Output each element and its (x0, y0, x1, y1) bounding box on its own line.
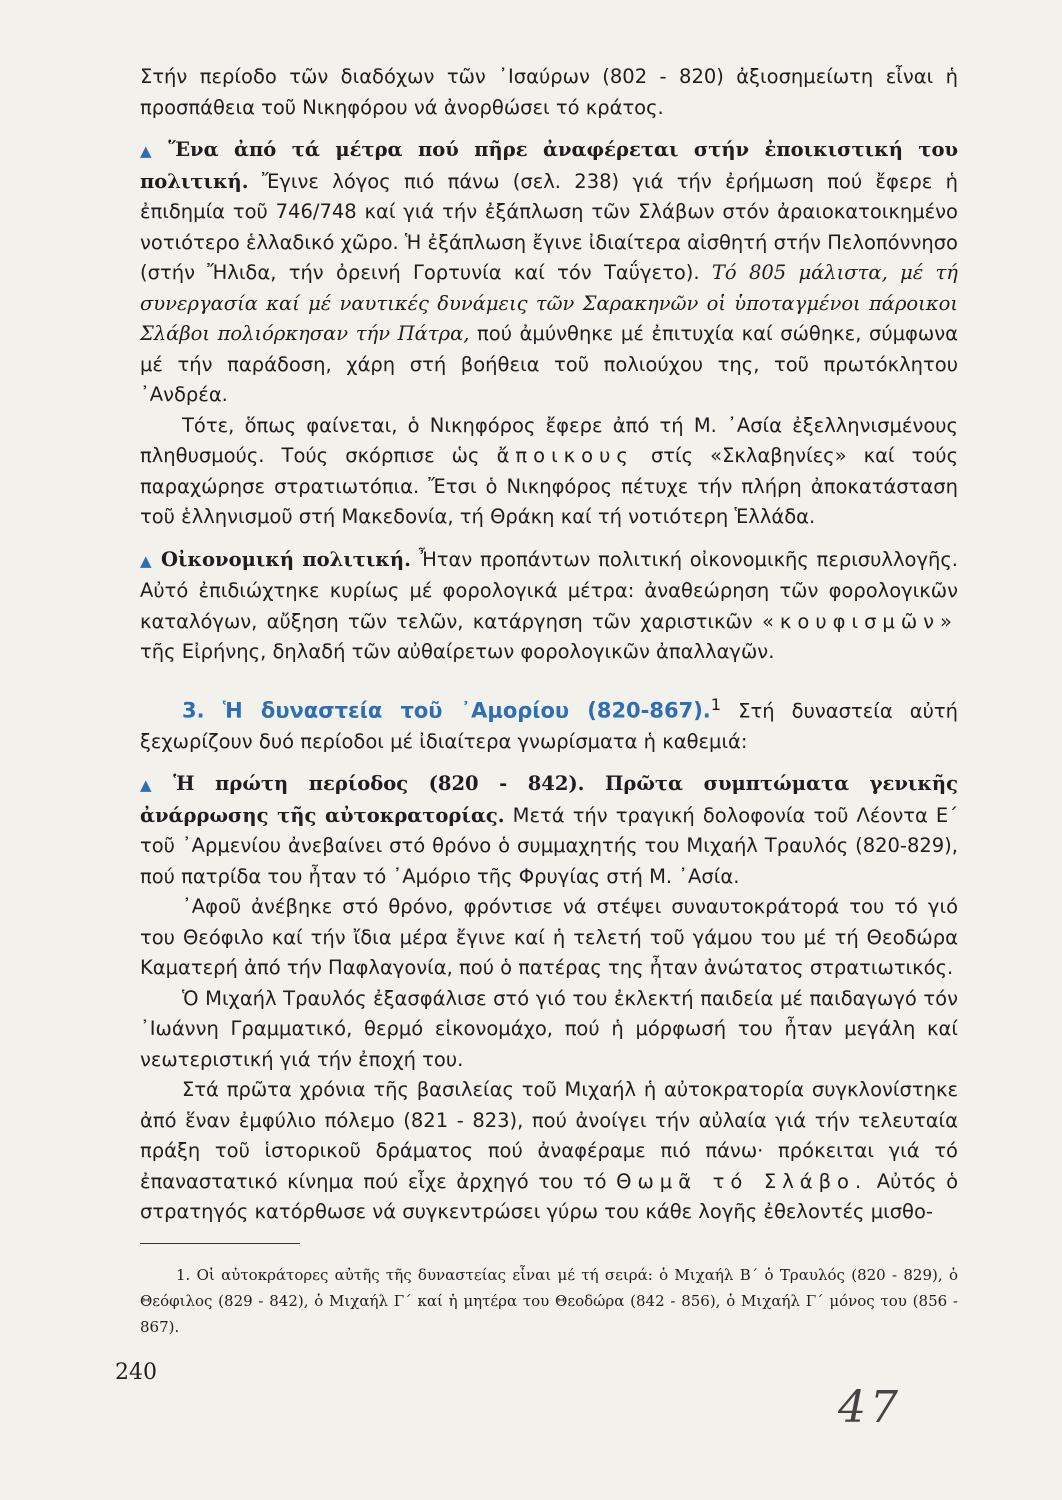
paragraph-4-text-b: τῆς Εἰρήνης, δηλαδή τῶν αὐθαίρετων φορολογικῶν ἀπαλλαγῶν. (140, 640, 775, 663)
footnote-1: 1. Οἱ αὐτοκράτορες αὐτῆς τῆς δυναστείας εἶναι μέ τή σειρά: ὁ Μιχαήλ Β΄ ὁ Τραυλός (820 - 829), ὁ Θεόφιλος (829 - 842), ὁ Μιχαήλ Γ΄ καί ἡ μητέρα του Θεοδώρα (842 - 856), ὁ Μιχαήλ Γ΄ μόνος του (856 - 867). (140, 1266, 958, 1336)
paragraph-4-heading: Οἰκονομική πολιτική. (161, 547, 411, 571)
paragraph-8-text-a: Στά πρῶτα χρόνια τῆς βασιλείας τοῦ Μιχαήλ ἡ αὐτοκρατορία συγκλονίστηκε ἀπό ἕναν ἐμφύλιο πόλεμο (821 - 823), πού ἀνοίγει τήν αὐλαία γιά τήν τελευταία πράξη τοῦ ἱστορικοῦ δράματος πού ἀναφέραμε πιό πάνω· πρόκειται γιά τό ἐπαναστατικό κίνημα πού εἶχε ἀρχηγό του τό (140, 1078, 958, 1193)
paragraph-4-text-a: Ἦταν προπάντων πολιτική οἰκονομικῆς περισυλλογῆς. Αὐτό ἐπιδιώχτηκε κυρίως μέ φορολογικά μέτρα: ἀναθεώρηση τῶν φορολογικῶν καταλόγων, αὔξηση τῶν τελῶν, κατάργηση τῶν χαριστικῶν (140, 547, 958, 633)
footnotes (140, 1262, 958, 1340)
paragraph-2 (140, 135, 958, 411)
section-3 (140, 690, 958, 758)
paragraph-6 (140, 892, 958, 984)
main-text (140, 62, 958, 1228)
paragraph-2-text: Ἔγινε λόγος πιό πάνω (σελ. 238) γιά τήν ἐρήμωση πού ἔφερε ἡ ἐπιδημία τοῦ 746/748 καί γιά τήν ἐξάπλωση τῶν Σλάβων στόν ἀραιοκατοικημένο νοτιότερο ἑλλαδικό χῶρο. Ἡ ἐξάπλωση ἔγινε ἰδιαίτερα αἰσθητή στήν Πελοπόννησο (στήν Ἤλιδα, τήν ὀρεινή Γορτυνία καί τόν Ταΰγετο). (140, 169, 958, 284)
paragraph-2-italic: Τό 805 μάλιστα, μέ τή συνεργασία καί μέ ναυτικές δυνάμεις τῶν Σαρακηνῶν οἱ ὑποταγμένοι πάροικοι Σλάβοι πολιόρκησαν τήν Πάτρα, (140, 261, 958, 345)
paragraph-3-text-a: Τότε, ὅπως φαίνεται, ὁ Νικηφόρος ἔφερε ἀπό τή Μ. ᾿Ασία ἐξελληνισμένους πληθυσμούς. Τούς σκόρπισε ὡς (140, 413, 958, 467)
triangle-bullet-icon: ▲ (140, 551, 154, 570)
paragraph-4 (140, 545, 958, 668)
paragraph-5-text: Μετά τήν τραγική δολοφονία τοῦ Λέοντα Ε΄ τοῦ ᾿Αρμενίου ἀνεβαίνει στό θρόνο ὁ συμμαχητής του Μιχαήλ Τραυλός (820-829), πού πατρίδα του ἦταν τό ᾿Αμόριο τῆς Φρυγίας στή Μ. ᾿Ασία. (140, 803, 958, 888)
section-text: Στή δυναστεία αὐτή ξεχωρίζουν δυό περίοδοι μέ ἰδιαίτερα γνωρίσματα ἡ καθεμιά: (140, 699, 959, 753)
paragraph-8-spaced-name: Θωμᾶ τό Σλάβο. (616, 1169, 868, 1193)
paragraph-2-end: πού ἀμύνθηκε μέ ἐπιτυχία καί σώθηκε, σύμφωνα μέ τήν παράδοση, χάρη στή βοήθεια τοῦ πολιούχου της, τοῦ πρωτόκλητου ᾿Ανδρέα. (140, 322, 958, 406)
triangle-bullet-icon: ▲ (140, 776, 166, 794)
paragraph-5 (140, 769, 958, 892)
footnote-divider (140, 1243, 300, 1244)
paragraph-8 (140, 1075, 958, 1228)
paragraph-1-text: Στήν περίοδο τῶν διαδόχων τῶν ᾿Ισαύρων (802 - 820) ἀξιοσημείωτη εἶναι ἡ προσπάθεια τοῦ Νικηφόρου νά ἀνορθώσει τό κράτος. (140, 65, 958, 119)
page-number: 240 (115, 1360, 157, 1385)
paragraph-3-text-b: στίς «Σκλαβηνίες» καί τούς παραχώρησε στρατιωτόπια. Ἔτσι ὁ Νικηφόρος πέτυχε τήν πλήρη ἀποκατάσταση τοῦ ἑλληνισμοῦ στή Μακεδονία, τή Θράκη καί τή νοτιότερη Ἑλλάδα. (140, 444, 959, 528)
paragraph-8-text-b: Αὐτός ὁ στρατηγός κατόρθωσε νά συγκεντρώσει γύρω του κάθε λογῆς ἐθελοντές μισθο- (140, 1169, 959, 1223)
handwritten-mark: 47 (838, 1382, 902, 1433)
paragraph-7-text: Ὁ Μιχαήλ Τραυλός ἐξασφάλισε στό γιό του ἐκλεκτή παιδεία μέ παιδαγωγό τόν ᾿Ιωάννη Γραμματικό, θερμό εἰκονομάχο, πού ἡ μόρφωσή του ἦταν μεγάλη καί νεωτεριστική γιά τήν ἐποχή του. (140, 986, 958, 1071)
paragraph-6-text: ᾿Αφοῦ ἀνέβηκε στό θρόνο, φρόντισε νά στέψει συναυτοκράτορά του τό γιό του Θεόφιλο καί τήν ἴδια μέρα ἔγινε καί ἡ τελετή τοῦ γάμου του μέ τή Θεοδώρα Καματερή ἀπό τήν Παφλαγονία, πού ὁ πατέρας της ἦταν ἀνώτατος στρατιωτικός. (140, 895, 958, 979)
paragraph-1 (140, 62, 958, 123)
footnote-ref: 1 (710, 694, 722, 714)
section-title: 3. Ἡ δυναστεία τοῦ ᾿Αμορίου (820-867). (182, 698, 711, 722)
paragraph-3 (140, 411, 958, 533)
paragraph-3-spaced-word: ἄποικους (496, 444, 634, 467)
paragraph-2-heading: Ἕνα ἀπό τά μέτρα πού πῆρε ἀναφέρεται στήν ἐποικιστική του πολιτική. (140, 138, 958, 193)
paragraph-7 (140, 984, 958, 1076)
paragraph-4-spaced-word: «κουφισμῶν» (761, 609, 958, 633)
triangle-bullet-icon: ▲ (140, 142, 161, 160)
paragraph-5-heading: Ἡ πρώτη περίοδος (820 - 842). Πρῶτα συμπτώματα γενικῆς ἀνάρρωσης τῆς αὐτοκρατορίας. (140, 772, 958, 827)
